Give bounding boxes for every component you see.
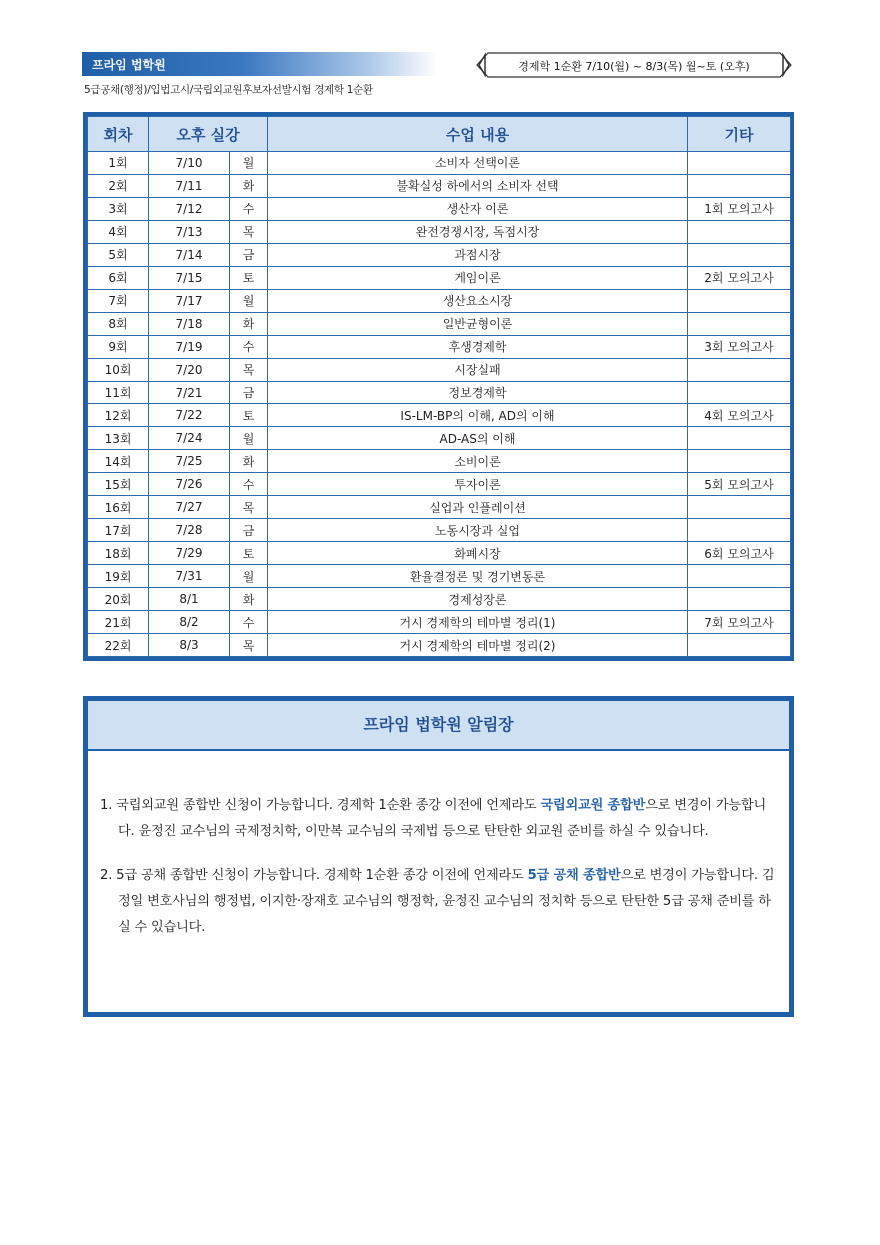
- table-row: [88, 312, 791, 335]
- content-cell: AD-AS의 이해: [268, 427, 688, 450]
- day-cell: 수: [230, 473, 268, 496]
- day-cell: 목: [230, 220, 268, 243]
- date-cell: 7/28: [149, 519, 230, 542]
- session-cell: 10회: [88, 358, 149, 381]
- day-cell: 수: [230, 611, 268, 634]
- day-cell: 월: [230, 152, 268, 175]
- day-cell: 화: [230, 588, 268, 611]
- content-cell: 불확실성 하에서의 소비자 선택: [268, 174, 688, 197]
- table-row: [88, 496, 791, 519]
- header-content: 수업 내용: [268, 117, 688, 152]
- day-cell: 토: [230, 404, 268, 427]
- etc-cell: [688, 289, 791, 312]
- notice-body: [88, 751, 789, 941]
- table-row: [88, 358, 791, 381]
- etc-cell: [688, 312, 791, 335]
- table-row: [88, 266, 791, 289]
- etc-cell: 2회 모의고사: [688, 266, 791, 289]
- date-cell: 7/21: [149, 381, 230, 404]
- table-row: [88, 427, 791, 450]
- content-cell: 과점시장: [268, 243, 688, 266]
- etc-cell: [688, 220, 791, 243]
- table-row: [88, 152, 791, 175]
- session-cell: 18회: [88, 542, 149, 565]
- etc-cell: [688, 152, 791, 175]
- etc-cell: 5회 모의고사: [688, 473, 791, 496]
- content-cell: 실업과 인플레이션: [268, 496, 688, 519]
- session-cell: 4회: [88, 220, 149, 243]
- notice-highlight: 5급 공채 종합반: [527, 868, 621, 883]
- table-row: [88, 174, 791, 197]
- day-cell: 월: [230, 565, 268, 588]
- notice-item: [100, 793, 775, 845]
- notice-board: [83, 696, 794, 1017]
- session-cell: 13회: [88, 427, 149, 450]
- session-cell: 1회: [88, 152, 149, 175]
- content-cell: IS-LM-BP의 이해, AD의 이해: [268, 404, 688, 427]
- date-cell: 7/11: [149, 174, 230, 197]
- schedule-header-row: [88, 117, 791, 152]
- date-cell: 8/1: [149, 588, 230, 611]
- session-cell: 9회: [88, 335, 149, 358]
- content-cell: 생산요소시장: [268, 289, 688, 312]
- etc-cell: [688, 358, 791, 381]
- date-cell: 7/20: [149, 358, 230, 381]
- date-cell: 7/18: [149, 312, 230, 335]
- session-cell: 17회: [88, 519, 149, 542]
- content-cell: 시장실패: [268, 358, 688, 381]
- date-cell: 7/13: [149, 220, 230, 243]
- table-row: [88, 381, 791, 404]
- content-cell: 생산자 이론: [268, 197, 688, 220]
- day-cell: 월: [230, 427, 268, 450]
- session-cell: 19회: [88, 565, 149, 588]
- etc-cell: [688, 450, 791, 473]
- date-cell: 7/26: [149, 473, 230, 496]
- notice-text: 으로 변경이 가능합니다. 김정일 변호사님의 행정법, 이지한·장재호 교수님의 행정학, 윤정진 교수님의 정치학 등으로 탄탄한 5급 공채 준비를 하실 수 있습니다.: [118, 868, 775, 935]
- table-row: [88, 243, 791, 266]
- date-cell: 7/14: [149, 243, 230, 266]
- table-row: [88, 197, 791, 220]
- content-cell: 거시 경제학의 테마별 정리(2): [268, 634, 688, 657]
- content-cell: 노동시장과 실업: [268, 519, 688, 542]
- etc-cell: [688, 634, 791, 657]
- date-cell: 7/10: [149, 152, 230, 175]
- table-row: [88, 473, 791, 496]
- table-row: [88, 634, 791, 657]
- day-cell: 목: [230, 358, 268, 381]
- etc-cell: 3회 모의고사: [688, 335, 791, 358]
- table-row: [88, 519, 791, 542]
- date-cell: 7/22: [149, 404, 230, 427]
- period-text: 경제학 1순환 7/10(월) ~ 8/3(목) 월~토 (오후): [518, 60, 750, 73]
- etc-cell: 1회 모의고사: [688, 197, 791, 220]
- schedule-table-frame: [83, 112, 794, 661]
- session-cell: 14회: [88, 450, 149, 473]
- table-row: [88, 565, 791, 588]
- day-cell: 토: [230, 266, 268, 289]
- date-cell: 7/31: [149, 565, 230, 588]
- session-cell: 21회: [88, 611, 149, 634]
- etc-cell: [688, 565, 791, 588]
- etc-cell: [688, 381, 791, 404]
- table-row: [88, 220, 791, 243]
- etc-cell: [688, 588, 791, 611]
- notice-text: 1. 국립외교원 종합반 신청이 가능합니다. 경제학 1순환 종강 이전에 언제라도: [100, 798, 541, 813]
- day-cell: 토: [230, 542, 268, 565]
- exam-subtitle: 5급공채(행정)/입법고시/국립외교원후보자선발시험 경제학 1순환: [84, 84, 373, 96]
- date-cell: 7/24: [149, 427, 230, 450]
- table-row: [88, 289, 791, 312]
- notice-highlight: 국립외교원 종합반: [540, 798, 646, 813]
- day-cell: 금: [230, 381, 268, 404]
- etc-cell: 4회 모의고사: [688, 404, 791, 427]
- etc-cell: [688, 519, 791, 542]
- day-cell: 목: [230, 634, 268, 657]
- etc-cell: [688, 496, 791, 519]
- content-cell: 소비이론: [268, 450, 688, 473]
- header-session: 회차: [88, 117, 149, 152]
- notice-text: 으로 변경이 가능합니다. 윤정진 교수님의 국제정치학, 이만복 교수님의 국제법 등으로 탄탄한 외교원 준비를 하실 수 있습니다.: [118, 798, 767, 839]
- date-cell: 7/19: [149, 335, 230, 358]
- table-row: [88, 335, 791, 358]
- content-cell: 후생경제학: [268, 335, 688, 358]
- day-cell: 화: [230, 312, 268, 335]
- content-cell: 소비자 선택이론: [268, 152, 688, 175]
- day-cell: 금: [230, 243, 268, 266]
- table-row: [88, 611, 791, 634]
- schedule-table: [87, 116, 791, 657]
- session-cell: 15회: [88, 473, 149, 496]
- day-cell: 화: [230, 174, 268, 197]
- session-cell: 12회: [88, 404, 149, 427]
- content-cell: 투자이론: [268, 473, 688, 496]
- day-cell: 월: [230, 289, 268, 312]
- date-cell: 7/15: [149, 266, 230, 289]
- date-cell: 8/3: [149, 634, 230, 657]
- session-cell: 6회: [88, 266, 149, 289]
- session-cell: 22회: [88, 634, 149, 657]
- day-cell: 목: [230, 496, 268, 519]
- day-cell: 수: [230, 335, 268, 358]
- etc-cell: 7회 모의고사: [688, 611, 791, 634]
- session-cell: 2회: [88, 174, 149, 197]
- content-cell: 경제성장론: [268, 588, 688, 611]
- session-cell: 3회: [88, 197, 149, 220]
- date-cell: 7/17: [149, 289, 230, 312]
- date-cell: 7/29: [149, 542, 230, 565]
- day-cell: 수: [230, 197, 268, 220]
- etc-cell: [688, 243, 791, 266]
- table-row: [88, 588, 791, 611]
- content-cell: 일반균형이론: [268, 312, 688, 335]
- notice-text: 2. 5급 공채 종합반 신청이 가능합니다. 경제학 1순환 종강 이전에 언제라도: [100, 868, 528, 883]
- day-cell: 화: [230, 450, 268, 473]
- session-cell: 20회: [88, 588, 149, 611]
- date-cell: 7/27: [149, 496, 230, 519]
- session-cell: 5회: [88, 243, 149, 266]
- content-cell: 화폐시장: [268, 542, 688, 565]
- header-time: 오후 실강: [149, 117, 268, 152]
- content-cell: 게임이론: [268, 266, 688, 289]
- date-cell: 8/2: [149, 611, 230, 634]
- content-cell: 환율결정론 및 경기변동론: [268, 565, 688, 588]
- content-cell: 정보경제학: [268, 381, 688, 404]
- table-row: [88, 542, 791, 565]
- etc-cell: [688, 427, 791, 450]
- period-banner: [476, 52, 792, 78]
- notice-title: 프라임 법학원 알림장: [88, 701, 789, 751]
- brand-name: 프라임 법학원: [92, 58, 166, 72]
- day-cell: 금: [230, 519, 268, 542]
- table-row: [88, 450, 791, 473]
- table-row: [88, 404, 791, 427]
- session-cell: 16회: [88, 496, 149, 519]
- brand-bar: [82, 52, 437, 76]
- content-cell: 거시 경제학의 테마별 정리(1): [268, 611, 688, 634]
- session-cell: 7회: [88, 289, 149, 312]
- etc-cell: [688, 174, 791, 197]
- session-cell: 11회: [88, 381, 149, 404]
- notice-item: [100, 863, 775, 941]
- etc-cell: 6회 모의고사: [688, 542, 791, 565]
- header-etc: 기타: [688, 117, 791, 152]
- date-cell: 7/25: [149, 450, 230, 473]
- session-cell: 8회: [88, 312, 149, 335]
- content-cell: 완전경쟁시장, 독점시장: [268, 220, 688, 243]
- date-cell: 7/12: [149, 197, 230, 220]
